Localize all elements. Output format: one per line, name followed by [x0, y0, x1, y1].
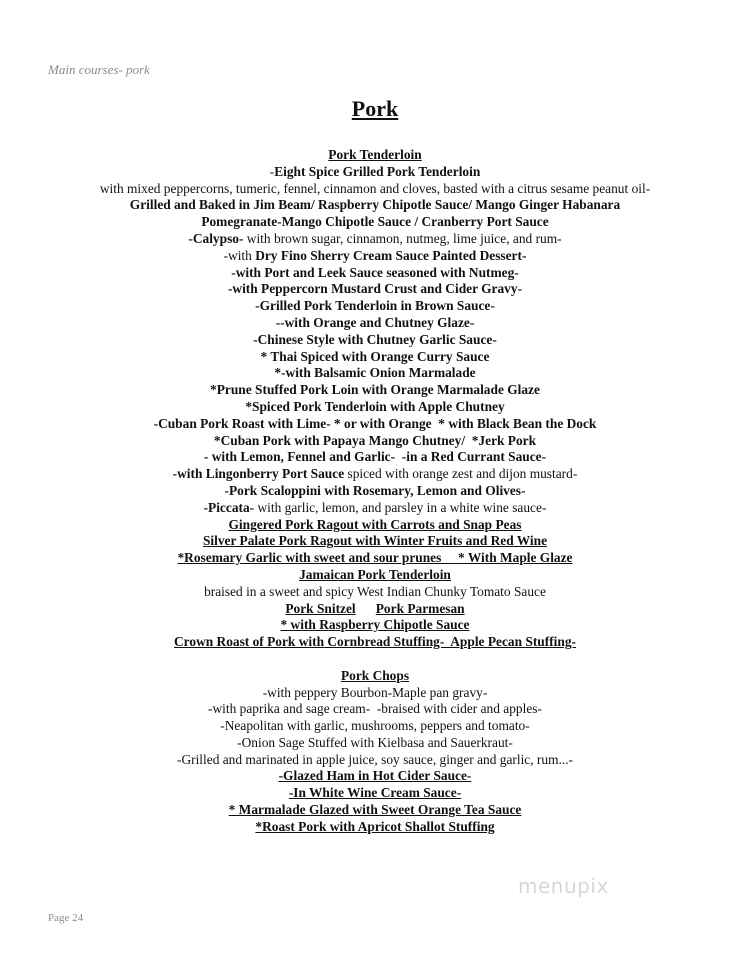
menu-line [0, 265, 750, 282]
menu-text: *Spiced Pork Tenderloin with Apple Chutney [245, 398, 505, 414]
menu-text: -Grilled Pork Tenderloin in Brown Sauce- [255, 298, 495, 314]
menu-line [0, 231, 750, 248]
menu-text: Pomegranate-Mango Chipotle Sauce / Cranberry Port Sauce [201, 214, 549, 230]
menu-text: -Pork Scaloppini with Rosemary, Lemon and Olives- [224, 482, 526, 498]
menu-text: -with Port and Leek Sauce seasoned with Nutmeg- [231, 264, 519, 280]
menu-line [0, 483, 750, 500]
menu-line [0, 567, 750, 584]
menu-line [0, 214, 750, 231]
menu-line [0, 349, 750, 366]
menu-line [0, 533, 750, 550]
menu-line [0, 550, 750, 567]
menu-text: * Marmalade Glazed with Sweet Orange Tea Sauce [228, 802, 522, 818]
menu-text: *Rosemary Garlic with sweet and sour prunes * With Maple Glaze [177, 550, 573, 566]
menu-line [0, 147, 750, 164]
menu-text: --with Orange and Chutney Glaze- [275, 314, 475, 330]
menu-text: - with Lemon, Fennel and Garlic- -in a Red Currant Sauce- [203, 449, 547, 465]
menu-text: spiced with orange zest and dijon mustard- [344, 466, 578, 482]
menu-text: - [269, 163, 275, 179]
menu-line [0, 315, 750, 332]
menu-text: -In White Wine Cream Sauce- [288, 785, 462, 801]
menu-line [0, 449, 750, 466]
menu-text: with brown sugar, cinnamon, nutmeg, lime juice, and rum- [243, 230, 562, 246]
menu-line [0, 365, 750, 382]
menu-text: *Prune Stuffed Pork Loin with Orange Marmalade Glaze [210, 382, 540, 398]
menu-line [0, 584, 750, 601]
menu-line [0, 466, 750, 483]
menu-line [0, 517, 750, 534]
page-title: Pork [351, 96, 399, 121]
menu-line [0, 735, 750, 752]
menu-line [0, 399, 750, 416]
menu-line [0, 768, 750, 785]
menu-text: -Calypso- [188, 230, 244, 246]
menu-text: -with Peppercorn Mustard Crust and Cider Gravy- [227, 281, 523, 297]
menu-text: -Piccata- [203, 499, 255, 515]
menu-line [0, 181, 750, 198]
blank-line [0, 651, 750, 668]
page-header: Main courses- pork [48, 62, 150, 77]
menu-text: Eight Spice Grilled Pork Tenderloin [274, 163, 481, 179]
menu-text: -Grilled and marinated in apple juice, soy sauce, ginger and garlic, rum...- [177, 751, 573, 767]
menu-line [0, 382, 750, 399]
menupix-watermark: menupix [518, 874, 609, 898]
menu-line [0, 668, 750, 685]
menu-line [0, 634, 750, 651]
menu-text: Dry Fino Sherry Cream Sauce Painted Dessert- [255, 247, 527, 263]
menu-text: Silver Palate Pork Ragout with Winter Fruits and Red Wine [202, 533, 548, 549]
menu-text: Pork Parmesan [375, 600, 465, 616]
menu-text: Gingered Pork Ragout with Carrots and Snap Peas [228, 516, 522, 532]
menu-line [0, 281, 750, 298]
menu-line [0, 685, 750, 702]
menu-text: Jamaican Pork Tenderloin [299, 566, 451, 582]
menu-text: Pork Chops [340, 667, 410, 683]
menu-line [0, 601, 750, 618]
menu-text: *-with Balsamic Onion Marmalade [274, 365, 476, 381]
menu-line [0, 164, 750, 181]
menu-text: Grilled and Baked in Jim Beam/ Raspberry Chipotle Sauce/ Mango Ginger Habanara [129, 197, 621, 213]
menu-text: * Thai Spiced with Orange Curry Sauce [260, 348, 490, 364]
menu-text: -with peppery Bourbon-Maple pan gravy- [262, 684, 488, 700]
menu-text: Pork Snitzel [285, 600, 356, 616]
menu-text: *Roast Pork with Apricot Shallot Stuffing [255, 818, 495, 834]
menu-text: -Onion Sage Stuffed with Kielbasa and Sauerkraut- [237, 734, 513, 750]
menu-line [0, 500, 750, 517]
page-number: Page 24 [48, 912, 84, 924]
menu-line [0, 197, 750, 214]
menu-line [0, 298, 750, 315]
menu-text [356, 601, 376, 616]
menu-text: -with paprika and sage cream- -braised with cider and apples- [208, 701, 542, 717]
menu-line [0, 248, 750, 265]
menu-line [0, 701, 750, 718]
menu-text: * with Raspberry Chipotle Sauce [280, 617, 470, 633]
menu-line [0, 433, 750, 450]
menu-text: Pork Tenderloin [328, 147, 422, 162]
menu-text: braised in a sweet and spicy West Indian Chunky Tomato Sauce [204, 583, 546, 599]
menu-text: with mixed peppercorns, tumeric, fennel, cinnamon and cloves, basted with a citrus sesame peanut oil- [99, 180, 651, 196]
menu-text: -Cuban Pork Roast with Lime- * or with Orange * with Black Bean the Dock [153, 415, 597, 431]
menu-line [0, 752, 750, 769]
menu-line [0, 802, 750, 819]
menu-line [0, 617, 750, 634]
menu-text: -Neapolitan with garlic, mushrooms, peppers and tomato- [220, 718, 530, 734]
menu-text: -with [223, 247, 256, 263]
menu-text: -Chinese Style with Chutney Garlic Sauce- [253, 331, 497, 347]
menu-line [0, 718, 750, 735]
menu-text: -with Lingonberry Port Sauce [172, 466, 345, 482]
menu-line [0, 416, 750, 433]
menu-list [0, 147, 750, 836]
menu-text: *Cuban Pork with Papaya Mango Chutney/ *Jerk Pork [213, 432, 537, 448]
menu-text: -Glazed Ham in Hot Cider Sauce- [278, 768, 472, 784]
menu-text: Crown Roast of Pork with Cornbread Stuffing- Apple Pecan Stuffing- [174, 634, 576, 650]
menu-text: with garlic, lemon, and parsley in a white wine sauce- [254, 499, 547, 515]
menu-line [0, 819, 750, 836]
menu-line [0, 785, 750, 802]
menu-line [0, 332, 750, 349]
